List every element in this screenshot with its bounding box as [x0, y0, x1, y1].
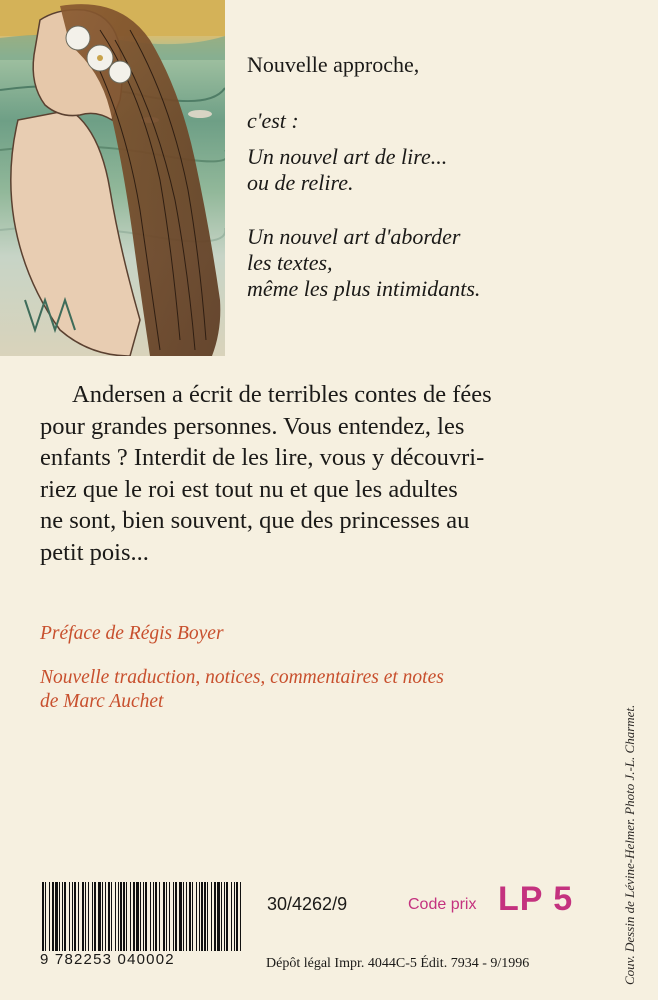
barcode-bar: [45, 882, 46, 954]
barcode-bar: [231, 882, 232, 954]
intro-heading: Nouvelle approche,: [247, 52, 420, 77]
barcode-bar: [214, 882, 216, 954]
barcode-bar: [226, 882, 228, 954]
barcode-bar: [166, 882, 167, 954]
intro-line: Un nouvel art de lire...: [247, 144, 448, 169]
barcode-bar: [123, 882, 125, 954]
barcode-bar: [186, 882, 187, 954]
barcode-bar: [159, 882, 160, 954]
barcode-bar: [236, 882, 238, 954]
mermaid-drawing: [0, 0, 225, 356]
description-paragraph: [40, 379, 630, 568]
barcode-bar: [155, 882, 157, 954]
intro-line: Un nouvel art d'aborder: [247, 224, 461, 249]
barcode-bar: [240, 882, 241, 954]
barcode-bar: [175, 882, 177, 954]
barcode-bar: [179, 882, 182, 954]
translation-credit-line: de Marc Auchet: [40, 691, 164, 712]
barcode-bar: [201, 882, 203, 954]
barcode-bar: [145, 882, 147, 954]
description-line: riez que le roi est tout nu et que les adultes: [40, 475, 458, 503]
barcode-bar: [74, 882, 76, 954]
barcode-bar: [102, 882, 103, 954]
barcode-bar: [133, 882, 135, 954]
cover-side-credit: Couv. Dessin de Lévine-Helmer. Photo J.-L. Charmet.: [622, 704, 637, 985]
barcode-bar: [126, 882, 127, 954]
barcode-bar: [72, 882, 73, 954]
barcode-bar: [136, 882, 139, 954]
barcode-bars: [36, 878, 252, 958]
preface-credit: Préface de Régis Boyer: [40, 623, 224, 644]
barcode-bar: [98, 882, 101, 954]
description-line: pour grandes personnes. Vous entendez, les: [40, 412, 465, 440]
barcode-bar: [64, 882, 66, 954]
barcode-bar: [150, 882, 151, 954]
legal-deposit: Dépôt légal Impr. 4044C-5 Édit. 7934 - 9/1996: [266, 956, 530, 971]
barcode-bar: [153, 882, 154, 954]
barcode-bar: [120, 882, 122, 954]
barcode-bar: [143, 882, 144, 954]
credits: [40, 622, 600, 714]
barcode-bar: [55, 882, 58, 954]
intro-line: ou de relire.: [247, 170, 354, 195]
barcode-bar: [211, 882, 212, 954]
barcode-bar: [130, 882, 131, 954]
intro-block-reading: [247, 144, 642, 196]
barcode-bar: [224, 882, 225, 954]
barcode-bar: [221, 882, 222, 954]
barcode-bar: [199, 882, 200, 954]
description-line: enfants ? Interdit de les lire, vous y découvri-: [40, 444, 485, 471]
barcode-bar: [108, 882, 110, 954]
description-line: ne sont, bien souvent, que des princesses au: [40, 507, 470, 534]
barcode-bar: [169, 882, 170, 954]
intro-line: même les plus intimidants.: [247, 276, 481, 301]
description-line: Andersen a écrit de terribles contes de fées: [72, 381, 492, 408]
barcode-bar: [105, 882, 106, 954]
barcode-bar: [140, 882, 141, 954]
barcode-bar: [115, 882, 116, 954]
barcode-bar: [111, 882, 112, 954]
barcode-bar: [118, 882, 119, 954]
barcode-number: 9 782253 040002: [40, 951, 250, 968]
mermaid-illustration: [0, 0, 225, 356]
price-code: LP 5: [498, 880, 574, 918]
barcode-bar: [207, 882, 208, 954]
barcode-bar: [42, 882, 44, 954]
barcode-bar: [217, 882, 220, 954]
catalog-number: 30/4262/9: [267, 894, 348, 914]
barcode-bar: [204, 882, 206, 954]
barcode-bar: [88, 882, 89, 954]
barcode-bar: [183, 882, 184, 954]
intro-block-texts: [247, 224, 642, 302]
barcode-bar: [59, 882, 60, 954]
barcode-bar: [173, 882, 174, 954]
description-line: petit pois...: [40, 538, 149, 566]
barcode: [36, 878, 252, 958]
barcode-bar: [82, 882, 84, 954]
barcode-bar: [92, 882, 93, 954]
barcode-bar: [192, 882, 193, 954]
barcode-bar: [234, 882, 235, 954]
barcode-bar: [49, 882, 50, 954]
barcode-bar: [52, 882, 54, 954]
barcode-bar: [94, 882, 96, 954]
barcode-bar: [189, 882, 191, 954]
barcode-bar: [196, 882, 197, 954]
barcode-bar: [78, 882, 79, 954]
barcode-bar: [62, 882, 63, 954]
price-label: Code prix: [408, 896, 477, 913]
intro-text: [247, 52, 642, 330]
intro-line: les textes,: [247, 250, 333, 275]
barcode-bar: [163, 882, 165, 954]
translation-credit-line: Nouvelle traduction, notices, commentaires et notes: [40, 667, 444, 688]
barcode-bar: [85, 882, 86, 954]
intro-label: c'est :: [247, 108, 299, 133]
barcode-bar: [69, 882, 70, 954]
